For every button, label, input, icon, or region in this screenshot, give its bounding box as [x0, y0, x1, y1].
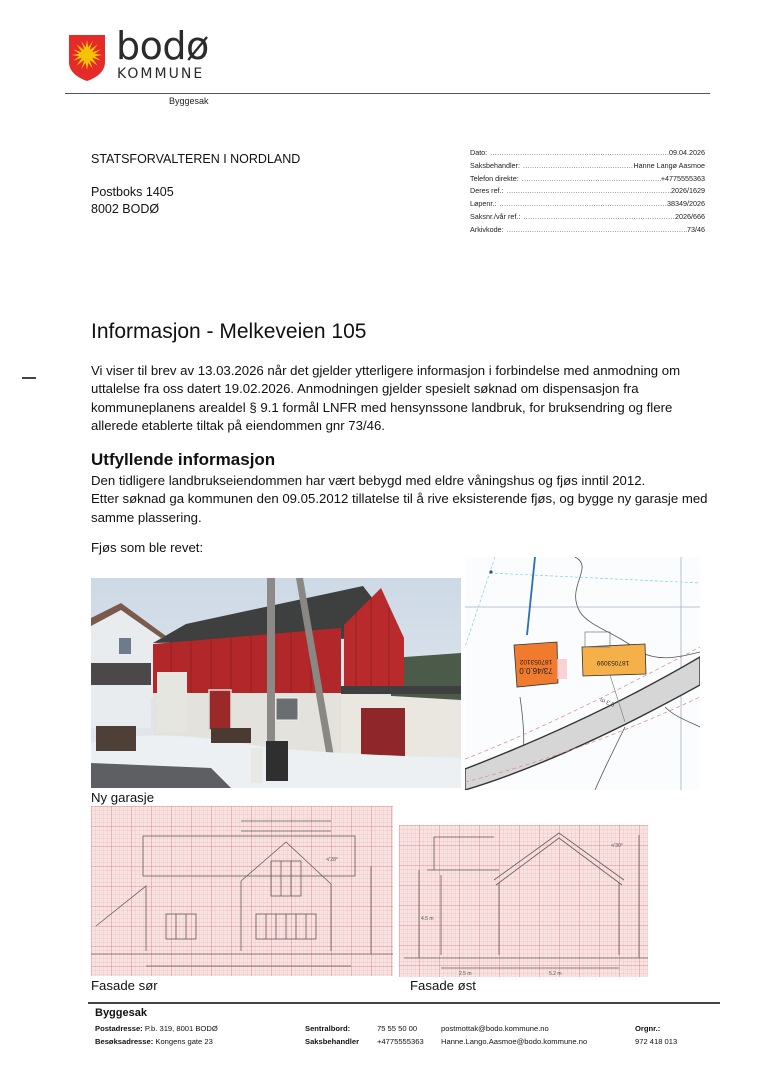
map-label-left-parcel: 18705310​2: [519, 658, 553, 665]
south-roof-angle: ≮ 28°: [326, 857, 338, 863]
meta-value: +4775555363: [660, 173, 705, 183]
meta-row-deres-ref: [470, 186, 705, 199]
map-label-left-gnr: 73/46.0.0: [519, 666, 553, 675]
footer-orgnr-value: 972 418 013: [635, 1037, 678, 1046]
caption-facade-south: Fasade sør: [91, 978, 158, 993]
caption-barn: Fjøs som ble revet:: [91, 540, 204, 555]
meta-row-dato: [470, 148, 705, 161]
footer: [95, 1007, 720, 1052]
meta-value: 09.04.2026: [669, 148, 705, 157]
recipient-address-line2: 8002 BODØ: [91, 202, 160, 216]
besoksadresse-value: Kongens gate 23: [155, 1037, 213, 1046]
footer-department: Byggesak: [95, 1007, 147, 1019]
caption-garage: Ny garasje: [91, 790, 155, 805]
coat-of-arms-icon: [68, 34, 106, 82]
meta-label: Løpenr.:: [470, 199, 497, 209]
east-roof-angle: ≮ 30°: [611, 843, 623, 849]
barn-photo-image: [91, 578, 461, 788]
site-map: [465, 557, 700, 790]
facade-east-image: [399, 825, 648, 977]
barn-photo: [91, 578, 461, 788]
fold-mark: [22, 377, 36, 379]
postadresse-value: P.b. 319, 8001 BODØ: [144, 1024, 218, 1033]
footer-postadresse: [95, 1024, 218, 1033]
section-line-1: Den tidligere landbrukseiendommen har vært bebygd med eldre våningshus og fjøs inntil 2012.: [91, 473, 646, 488]
footer-sentralbord-phone: 75 55 50 00: [377, 1024, 418, 1033]
footer-divider: [88, 1002, 720, 1004]
meta-value: 38349/2026: [667, 199, 705, 209]
postadresse-label: Postadresse:: [95, 1024, 143, 1033]
section-paragraph: [91, 472, 711, 527]
logo-subtitle: KOMMUNE: [117, 66, 205, 82]
meta-row-arkivkode: [470, 225, 705, 238]
meta-row-telefon: [470, 174, 705, 187]
header-department: Byggesak: [169, 96, 209, 106]
logo-wordmark: bodø: [116, 24, 209, 68]
bodo-kommune-logo: [68, 24, 218, 84]
meta-row-saksbehandler: [470, 161, 705, 174]
footer-saksbehandler-phone: +4775555363: [377, 1037, 424, 1046]
footer-saksbehandler-email[interactable]: Hanne.Lango.Aasmoe@bodo.kommune.no: [441, 1037, 588, 1046]
caption-facade-east: Fasade øst: [410, 978, 476, 993]
meta-row-saksnr: [470, 212, 705, 225]
recipient-address-line1: Postboks 1405: [91, 185, 174, 199]
east-dim-height: 4.5 m: [421, 916, 434, 922]
besoksadresse-label: Besøksadresse:: [95, 1037, 154, 1046]
meta-label: Saksnr./vår ref.:: [470, 211, 521, 221]
meta-label: Telefon direkte:: [470, 173, 519, 183]
facade-south-drawing: [91, 806, 393, 976]
footer-sentralbord-label: Sentralbord:: [305, 1024, 351, 1033]
letter-title: Informasjon - Melkeveien 105: [91, 320, 367, 343]
footer-besoksadresse: [95, 1037, 213, 1046]
meta-label: Saksbehandler:: [470, 160, 520, 170]
map-distance-label: 5.3 m: [599, 695, 616, 707]
facade-south-image: [91, 806, 393, 976]
facade-east-drawing: [399, 825, 648, 977]
map-label-right-parcel: 187053099: [596, 659, 630, 666]
letter-metadata: [470, 148, 705, 238]
section-heading: Utfyllende informasjon: [91, 450, 276, 469]
recipient-name: STATSFORVALTEREN I NORDLAND: [91, 152, 301, 166]
meta-label: Arkivkode:: [470, 224, 504, 234]
footer-postmottak-email[interactable]: postmottak@bodo.kommune.no: [441, 1024, 549, 1033]
meta-value: 2026/666: [675, 211, 705, 221]
site-map-image: [465, 557, 700, 790]
east-dim-width-left: 2.5 m: [459, 971, 472, 977]
intro-paragraph: Vi viser til brev av 13.03.2026 når det gjelder ytterligere informasjon i forbindelse med anmodning om uttalelse fra oss datert 19.02.2026. Anmodningen gjelder spesielt søknad om dispensasjon fra kommuneplanens arealdel § 9.1 formål LNFR med hensynssone landbruk, for bruksendring og flere allerede etablerte tiltak på eiendommen gnr 73/46.: [91, 363, 681, 434]
meta-value: Hanne Langø Aasmoe: [633, 160, 705, 170]
meta-label: Dato:: [470, 148, 488, 157]
footer-orgnr-label: Orgnr.:: [635, 1024, 661, 1033]
meta-row-lopenr: [470, 199, 705, 212]
section-line-2: Etter søknad ga kommunen den 09.05.2012 tillatelse til å rive eksisterende fjøs, og bygge ny garasje med samme plassering.: [91, 491, 708, 525]
header-divider: [65, 93, 710, 94]
meta-value: 2026/1629: [671, 186, 705, 196]
meta-value: 73/46: [687, 224, 705, 234]
footer-saksbehandler-label: Saksbehandler: [305, 1037, 360, 1046]
recipient-address: [91, 151, 300, 218]
meta-label: Deres ref.:: [470, 186, 504, 196]
east-dim-width-main: 5.2 m: [549, 971, 562, 977]
